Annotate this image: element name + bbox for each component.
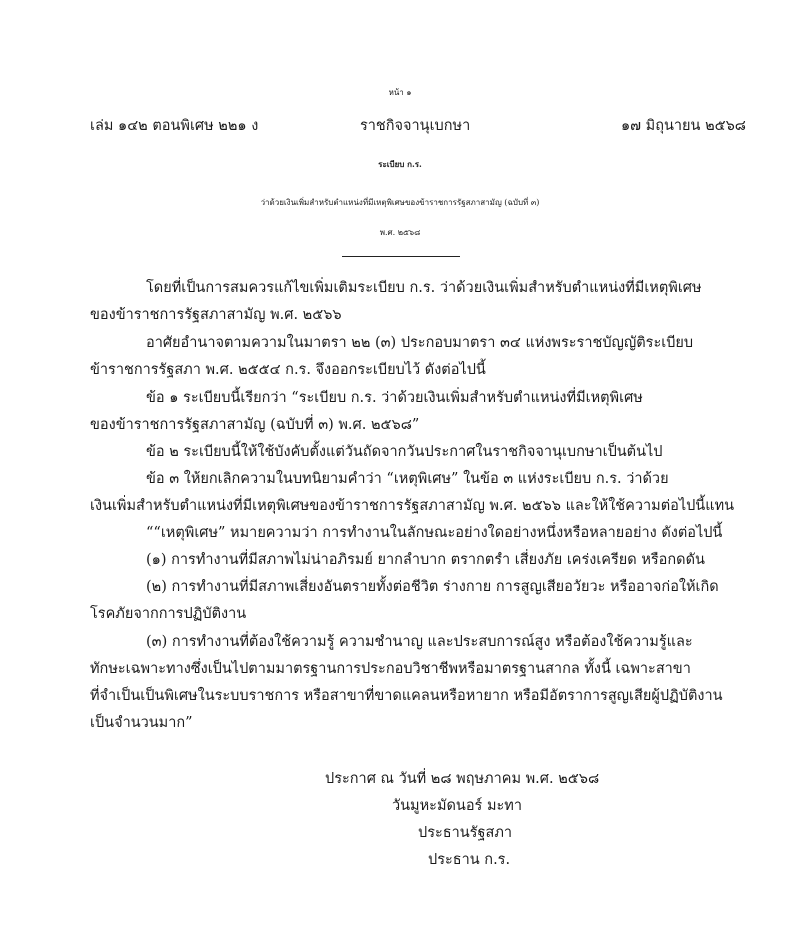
body-line: โรคภัยจากการปฏิบัติงาน [90, 606, 247, 622]
document-title: ระเบียบ ก.ร. [378, 159, 422, 169]
document-subtitle: ว่าด้วยเงินเพิ่มสำหรับตำแหน่งที่มีเหตุพิเศษของข้าราชการรัฐสภาสามัญ (ฉบับที่ ๓) [260, 198, 540, 207]
body-line: ““เหตุพิเศษ” หมายความว่า การทำงานในลักษณะอย่างใดอย่างหนึ่งหรือหลายอย่าง ดังต่อไปนี้ [146, 525, 723, 541]
body-line: (๑) การทำงานที่มีสภาพไม่น่าอภิรมย์ ยากลำบาก ตรากตรำ เสี่ยงภัย เคร่งเครียด หรือกดดัน [146, 552, 705, 568]
signatory-name: วันมูหะมัดนอร์ มะทา [392, 798, 522, 814]
body-line: ข้าราชการรัฐสภา พ.ศ. ๒๕๕๔ ก.ร. จึงออกระเบียบไว้ ดังต่อไปนี้ [90, 362, 486, 378]
announcement-date: ประกาศ ณ วันที่ ๒๘ พฤษภาคม พ.ศ. ๒๕๖๘ [325, 771, 600, 787]
body-line: ข้อ ๓ ให้ยกเลิกความในบทนิยามคำว่า “เหตุพิเศษ” ในข้อ ๓ แห่งระเบียบ ก.ร. ว่าด้วย [146, 471, 669, 487]
body-line: ของข้าราชการรัฐสภาสามัญ พ.ศ. ๒๕๖๖ [90, 307, 342, 323]
signatory-position: ประธานรัฐสภา [418, 825, 513, 841]
volume-issue: เล่ม ๑๔๒ ตอนพิเศษ ๒๒๑ ง [90, 118, 259, 134]
body-line: เป็นจำนวนมาก” [90, 715, 193, 731]
document-year: พ.ศ. ๒๕๖๘ [379, 228, 421, 237]
body-line: ทักษะเฉพาะทางซึ่งเป็นไปตามมาตรฐานการประกอบวิชาชีพหรือมาตรฐานสากล ทั้งนี้ เฉพาะสาขา [90, 661, 691, 677]
gazette-name: ราชกิจจานุเบกษา [360, 118, 471, 134]
body-line: อาศัยอำนาจตามความในมาตรา ๒๒ (๓) ประกอบมาตรา ๓๔ แห่งพระราชบัญญัติระเบียบ [146, 335, 694, 351]
page-number: หน้า ๑ [388, 88, 412, 97]
title-divider [342, 256, 460, 257]
body-line: ของข้าราชการรัฐสภาสามัญ (ฉบับที่ ๓) พ.ศ. ๒๕๖๘” [90, 417, 420, 433]
signatory-role: ประธาน ก.ร. [428, 852, 511, 868]
body-line: (๒) การทำงานที่มีสภาพเสี่ยงอันตรายทั้งต่อชีวิต ร่างกาย การสูญเสียอวัยวะ หรืออาจก่อให้เกิด [146, 579, 719, 595]
body-line: เงินเพิ่มสำหรับตำแหน่งที่มีเหตุพิเศษของข้าราชการรัฐสภาสามัญ พ.ศ. ๒๕๖๖ และให้ใช้ความต่อไปนี้แทน [90, 498, 735, 514]
body-line: (๓) การทำงานที่ต้องใช้ความรู้ ความชำนาญ และประสบการณ์สูง หรือต้องใช้ความรู้และ [146, 634, 693, 650]
body-line: ข้อ ๑ ระเบียบนี้เรียกว่า “ระเบียบ ก.ร. ว่าด้วยเงินเพิ่มสำหรับตำแหน่งที่มีเหตุพิเศษ [146, 390, 643, 406]
body-line: ที่จำเป็นเป็นพิเศษในระบบราชการ หรือสาขาที่ขาดแคลนหรือหายาก หรือมีอัตราการสูญเสียผู้ปฏิบัติงาน [90, 688, 723, 704]
body-line: โดยที่เป็นการสมควรแก้ไขเพิ่มเติมระเบียบ ก.ร. ว่าด้วยเงินเพิ่มสำหรับตำแหน่งที่มีเหตุพิเศษ [146, 280, 702, 296]
body-line: ข้อ ๒ ระเบียบนี้ให้ใช้บังคับตั้งแต่วันถัดจากวันประกาศในราชกิจจานุเบกษาเป็นต้นไป [146, 444, 663, 460]
publication-date: ๑๗ มิถุนายน ๒๕๖๘ [620, 118, 746, 134]
gazette-header [90, 114, 746, 136]
